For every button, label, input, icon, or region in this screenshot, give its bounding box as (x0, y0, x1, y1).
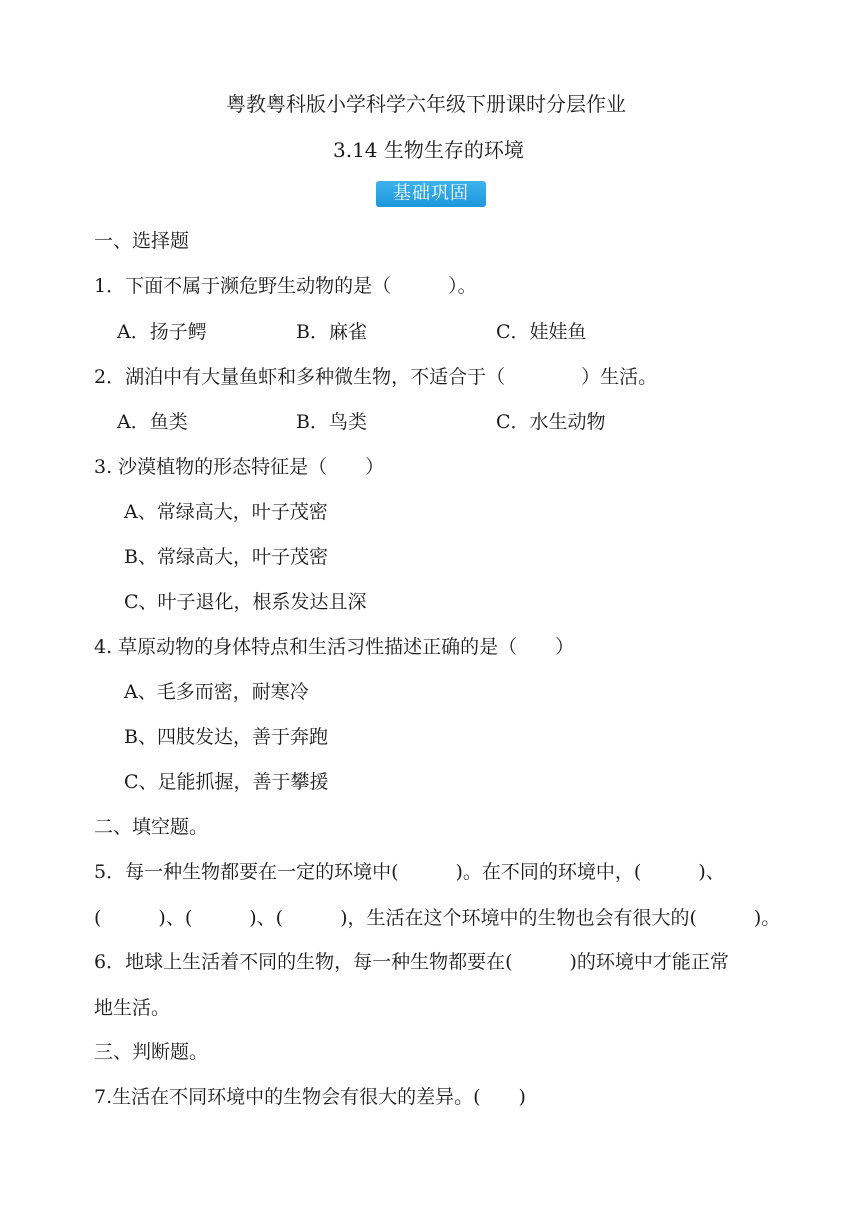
question-3-option-b: B、常绿高大，叶子茂密 (124, 546, 328, 568)
question-2-option-c: C．水生动物 (496, 411, 606, 433)
question-6-line-1: 6．地球上生活着不同的生物，每一种生物都要在( )的环境中才能正常 (94, 951, 729, 973)
question-4-option-c: C、足能抓握，善于攀援 (124, 771, 329, 793)
question-1-stem: 1．下面不属于濒危野生动物的是（ ）。 (94, 275, 477, 297)
section-heading-choice: 一、选择题 (94, 230, 190, 252)
question-1-option-a: A．扬子鳄 (117, 321, 207, 343)
question-5-line-2: ( )、( )、( )，生活在这个环境中的生物也会有很大的( )。 (94, 907, 781, 929)
question-4-stem: 4. 草原动物的身体特点和生活习性描述正确的是（ ） (94, 636, 575, 658)
question-3-option-c: C、叶子退化，根系发达且深 (124, 591, 367, 613)
question-3-option-a: A、常绿高大，叶子茂密 (124, 501, 328, 523)
question-7-stem: 7.生活在不同环境中的生物会有很大的差异。( ) (94, 1086, 526, 1108)
question-6-line-2: 地生活。 (94, 997, 171, 1019)
question-4-option-b: B、四肢发达，善于奔跑 (124, 726, 328, 748)
question-2-option-a: A．鱼类 (117, 411, 188, 433)
question-3-stem: 3. 沙漠植物的形态特征是（ ） (94, 456, 385, 478)
section-badge: 基础巩固 (376, 181, 486, 207)
lesson-title: 3.14 生物生存的环境 (333, 138, 524, 162)
section-heading-fill: 二、填空题。 (94, 816, 209, 838)
section-heading-judge: 三、判断题。 (94, 1041, 209, 1063)
question-2-stem: 2．湖泊中有大量鱼虾和多种微生物，不适合于（ ）生活。 (94, 366, 658, 388)
question-4-option-a: A、毛多而密，耐寒冷 (124, 681, 309, 703)
question-1-option-b: B．麻雀 (296, 321, 367, 343)
question-1-option-c: C．娃娃鱼 (496, 321, 587, 343)
question-5-line-1: 5．每一种生物都要在一定的环境中( )。在不同的环境中，( )、 (94, 861, 725, 883)
document-title: 粤教粤科版小学科学六年级下册课时分层作业 (226, 92, 626, 116)
question-2-option-b: B．鸟类 (296, 411, 367, 433)
